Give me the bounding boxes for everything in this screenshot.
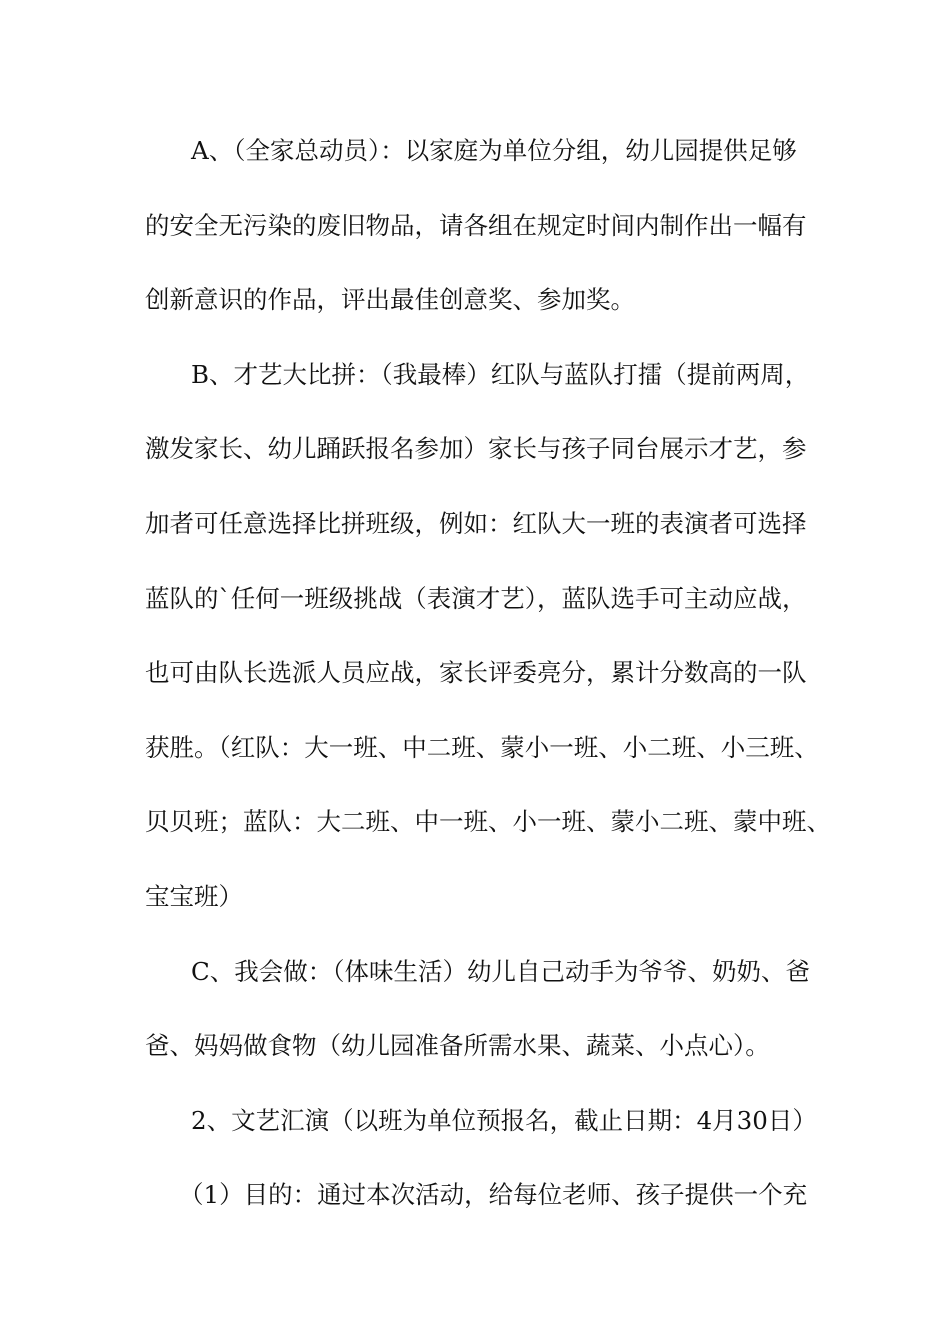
text-line: A、（全家总动员）：以家庭为单位分组，幼儿园提供足够	[191, 136, 797, 165]
text-line: （1）目的：通过本次活动，给每位老师、孩子提供一个充	[179, 1180, 808, 1210]
document-body	[145, 128, 831, 1247]
text-line: 贝贝班；蓝队：大二班、中一班、小一班、蒙小二班、蒙中班、	[145, 807, 831, 837]
text-line: 蓝队的`任何一班级挑战（表演才艺），蓝队选手可主动应战，	[145, 583, 807, 613]
text-line: B、才艺大比拼：（我最棒）红队与蓝队打擂（提前两周，	[191, 359, 810, 389]
text-line: C、我会做：（体味生活）幼儿自己动手为爷爷、奶奶、爸	[191, 956, 810, 986]
text-line: 宝宝班）	[145, 881, 243, 911]
text-line: 创新意识的作品，评出最佳创意奖、参加奖。	[145, 285, 635, 315]
text-line: 也可由队长选派人员应战，家长评委亮分，累计分数高的一队	[145, 658, 807, 688]
text-line: 爸、妈妈做食物（幼儿园准备所需水果、蔬菜、小点心）。	[145, 1031, 770, 1061]
text-line: 获胜。（红队：大一班、中二班、蒙小一班、小二班、小三班、	[145, 732, 819, 762]
text-line: 激发家长、幼儿踊跃报名参加）家长与孩子同台展示才艺，参	[145, 434, 807, 464]
text-line: 2、文艺汇演（以班为单位预报名，截止日期：4月30日）	[191, 1105, 817, 1135]
text-line: 加者可任意选择比拼班级，例如：红队大一班的表演者可选择	[145, 508, 807, 538]
text-line: 的安全无污染的废旧物品，请各组在规定时间内制作出一幅有	[145, 210, 807, 240]
